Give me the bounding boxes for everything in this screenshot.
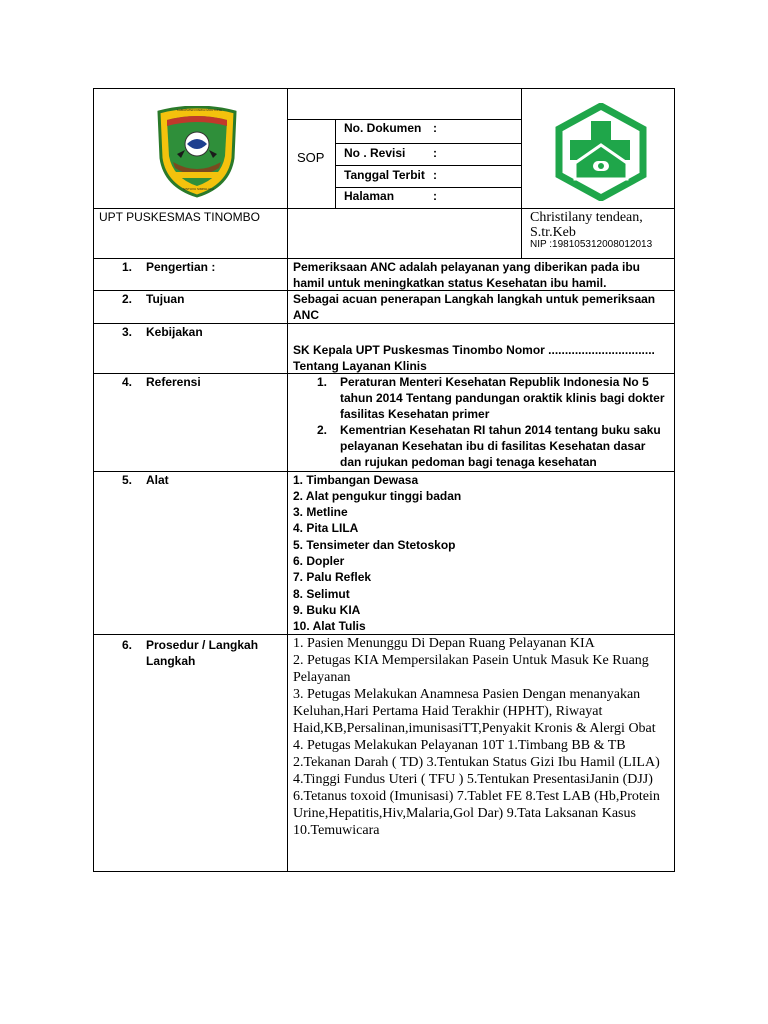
row-label-alat: Alat bbox=[146, 473, 169, 487]
row-label-tujuan: Tujuan bbox=[146, 292, 185, 306]
row-number: 3. bbox=[122, 325, 133, 339]
alat-item: 9. Buku KIA bbox=[293, 603, 361, 617]
row-content-pengertian: Pemeriksaan ANC adalah pelayanan yang diberikan pada ibu hamil untuk meningkatkan status Kesehatan ibu hamil. bbox=[293, 260, 641, 290]
signer-title: S.tr.Keb bbox=[530, 225, 576, 240]
alat-item: 8. Selimut bbox=[293, 587, 350, 601]
alat-item: 5. Tensimeter dan Stetoskop bbox=[293, 538, 456, 552]
alat-item: 1. Timbangan Dewasa bbox=[293, 473, 419, 487]
field-halaman-sep: : bbox=[433, 189, 437, 203]
puskesmas-logo bbox=[553, 103, 649, 201]
row-content-tujuan: Sebagai acuan penerapan Langkah langkah untuk pemeriksaan ANC bbox=[293, 292, 656, 322]
left-logo-text-top: KABUPATEN PARIGI MOUTONG bbox=[177, 108, 222, 112]
row-content-kebijakan: SK Kepala UPT Puskesmas Tinombo Nomor ................................ Tentang Layanan Klinis bbox=[293, 343, 655, 373]
row-label-kebijakan: Kebijakan bbox=[146, 325, 203, 339]
alat-item: 4. Pita LILA bbox=[293, 521, 359, 535]
alat-item: 3. Metline bbox=[293, 505, 348, 519]
sop-document bbox=[93, 88, 675, 872]
signer-name: Christilany tendean, bbox=[530, 210, 643, 225]
field-no-revisi-label: No . Revisi bbox=[344, 146, 406, 160]
reference-number: 1. bbox=[317, 375, 328, 389]
field-tanggal-terbit-sep: : bbox=[433, 168, 437, 182]
row-number: 2. bbox=[122, 292, 133, 306]
alat-item: 7. Palu Reflek bbox=[293, 570, 372, 584]
alat-item: 2. Alat pengukur tinggi badan bbox=[293, 489, 462, 503]
row-label-referensi: Referensi bbox=[146, 375, 201, 389]
alat-item: 6. Dopler bbox=[293, 554, 345, 568]
field-no-revisi-sep: : bbox=[433, 146, 437, 160]
row-number: 5. bbox=[122, 473, 133, 487]
row-number: 1. bbox=[122, 260, 133, 274]
signer-nip: NIP :198105312008012013 bbox=[530, 239, 653, 250]
reference-item: Peraturan Menteri Kesehatan Republik Indonesia No 5 tahun 2014 Tentang pandungan oraktik klinis bagi dokter fasilitas Kesehatan primer bbox=[340, 375, 665, 421]
org-name: UPT PUSKESMAS TINOMBO bbox=[99, 210, 260, 224]
field-no-dokumen-label: No. Dokumen bbox=[344, 121, 422, 135]
row-number: 6. bbox=[122, 638, 133, 652]
row-label-prosedur: Prosedur / Langkah Langkah bbox=[146, 638, 259, 668]
regency-emblem-logo bbox=[151, 106, 243, 198]
field-halaman-label: Halaman bbox=[344, 189, 395, 203]
left-logo-text-bottom: SINTUVU SIMPALULU bbox=[183, 187, 214, 191]
alat-item: 10. Alat Tulis bbox=[293, 619, 366, 633]
sop-label: SOP bbox=[297, 150, 325, 165]
row-number: 4. bbox=[122, 375, 133, 389]
row-label-pengertian: Pengertian : bbox=[146, 260, 216, 274]
prosedur-content: 1. Pasien Menunggu Di Depan Ruang Pelayanan KIA 2. Petugas KIA Mempersilakan Pasein Untuk Masuk Ke Ruang Pelayanan 3. Petugas Melakukan Anamnesa Pasien Dengan menanyakan Keluhan,Hari Pertama Haid Terakhir (HPHT), Riwayat Haid,KB,Persalinan,imunisasiTT,Penyakit Kronis & Alergi Obat 4. Petugas Melakukan Pelayanan 10T 1.Timbang BB & TB 2.Tekanan Darah ( TD) 3.Tentukan Status Gizi Ibu Hamil (LILA) 4.Tinggi Fundus Uteri ( TFU ) 5.Tentukan PresentasiJanin (DJJ) 6.Tetanus toxoid (Imunisasi) 7.Tablet FE 8.Test LAB (Hb,Protein Urine,Hepatitis,Hiv,Malaria,Gol Dar) 9.Tata Laksanan Kasus 10.Temuwicara bbox=[293, 636, 660, 838]
reference-item: Kementrian Kesehatan RI tahun 2014 tentang buku saku pelayanan Kesehatan ibu di fasilitas Kesehatan dasar dan rujukan pedoman bagi tenaga kesehatan bbox=[340, 423, 661, 469]
field-tanggal-terbit-label: Tanggal Terbit bbox=[344, 168, 425, 182]
field-no-dokumen-sep: : bbox=[433, 121, 437, 135]
reference-number: 2. bbox=[317, 423, 328, 437]
